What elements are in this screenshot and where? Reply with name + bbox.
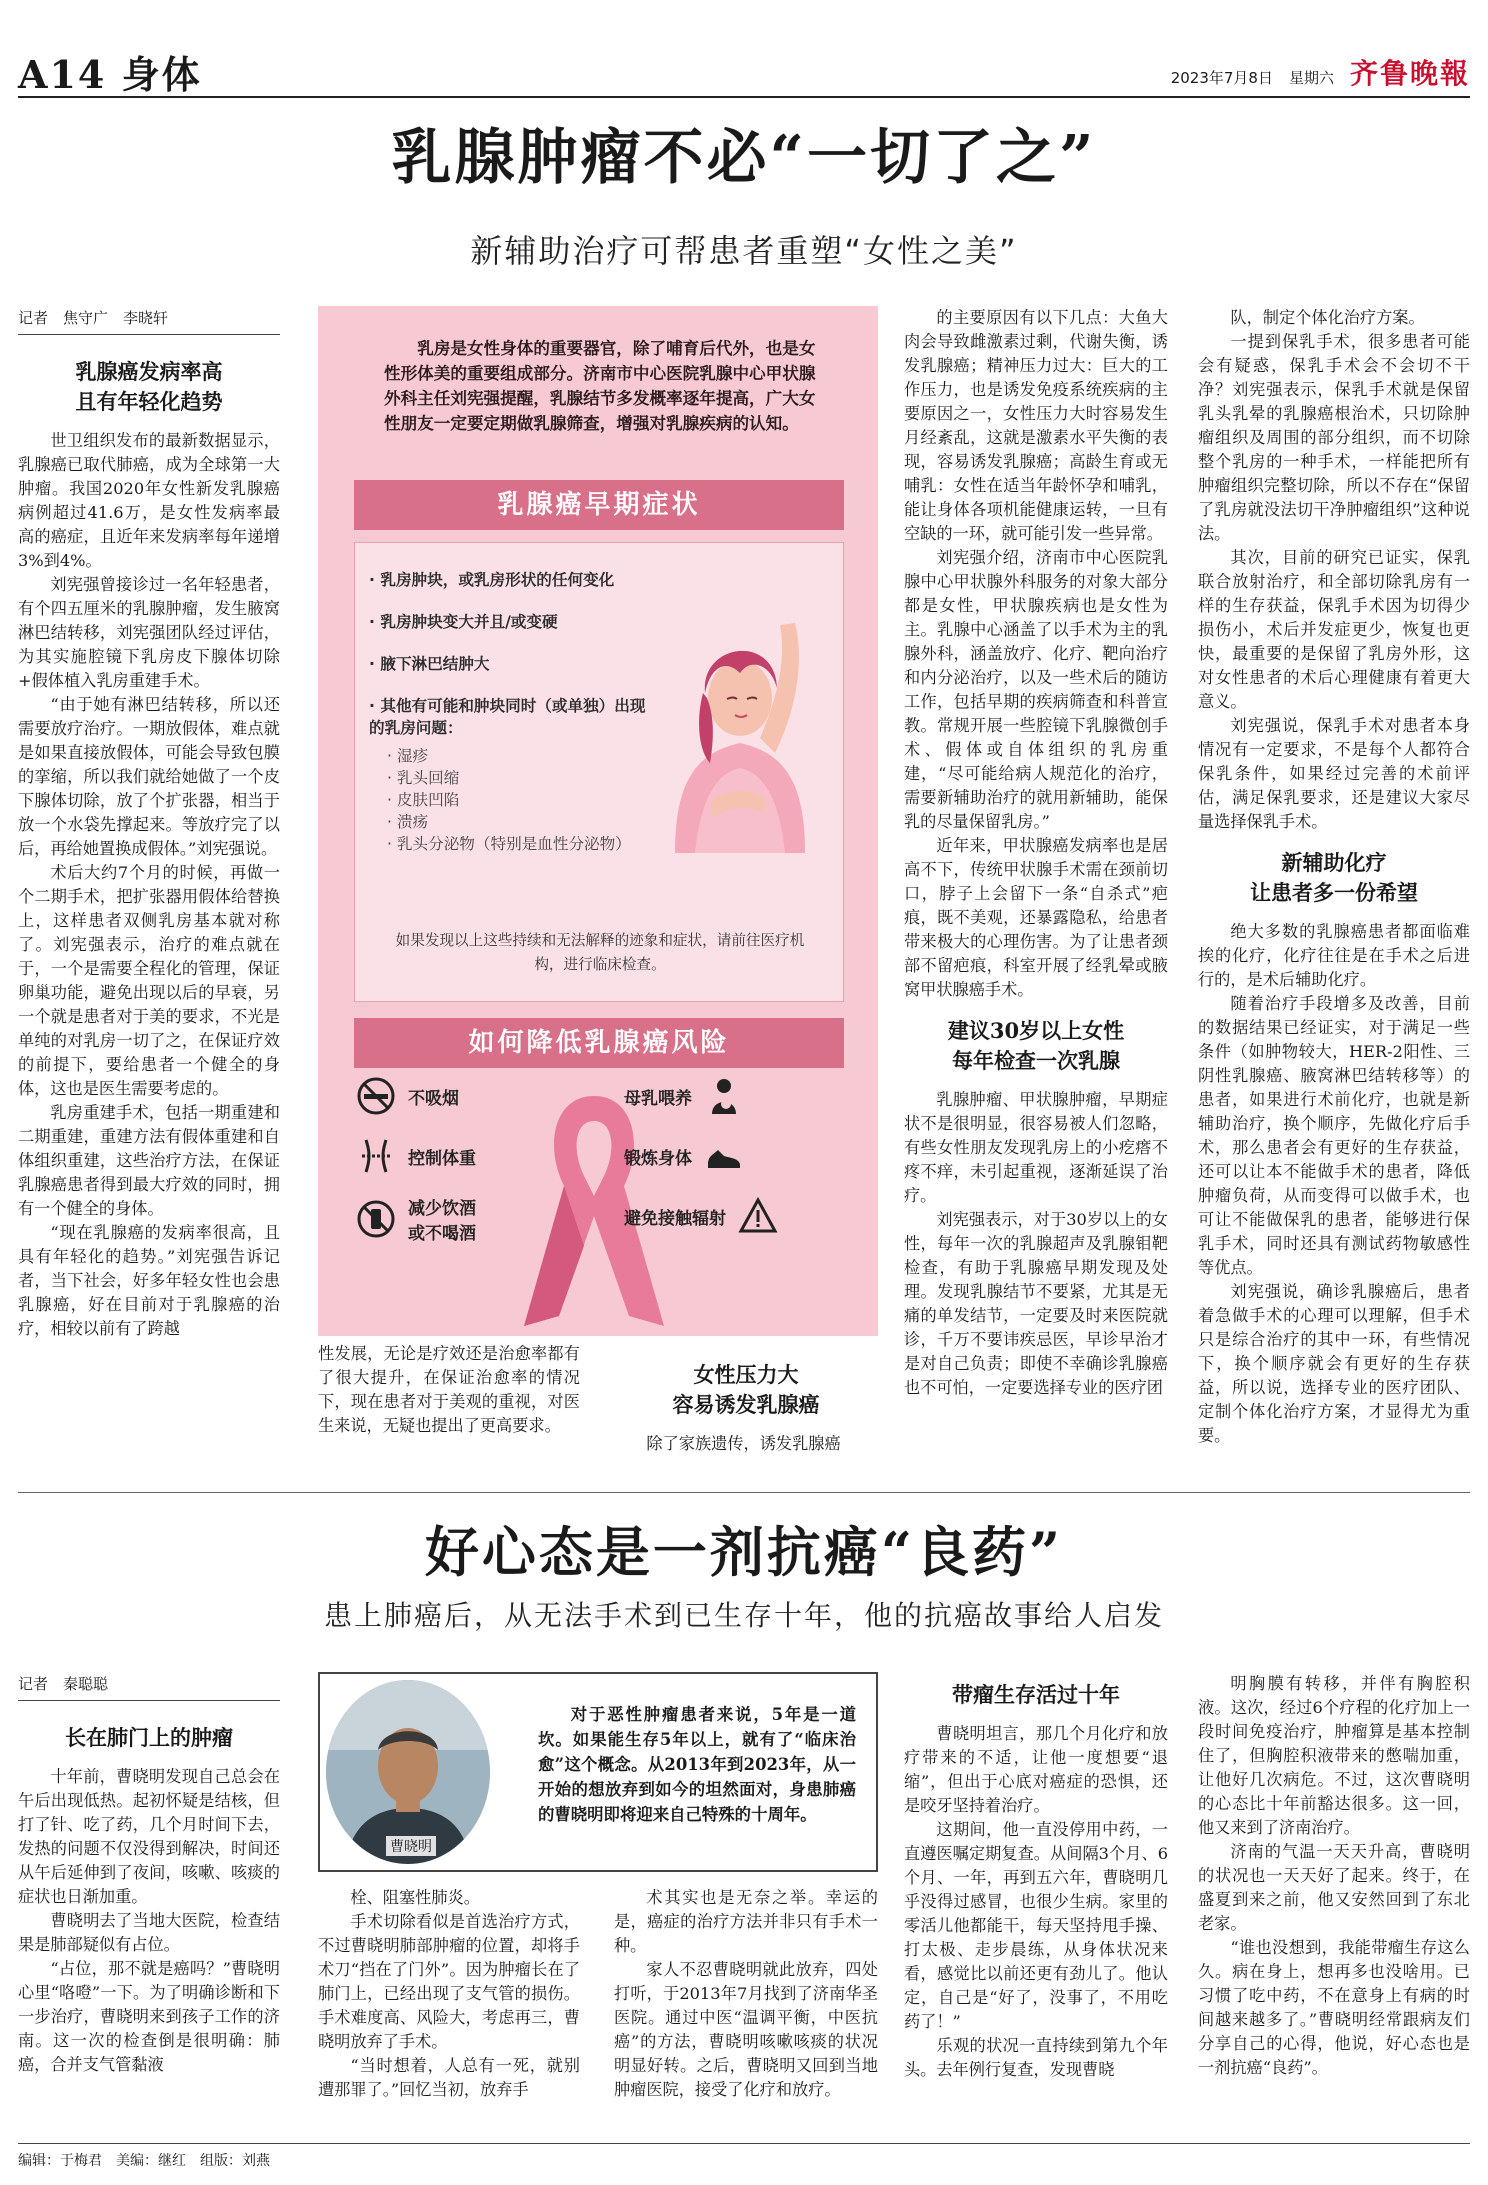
story2-column-1 <box>18 1672 280 2077</box>
clinic-warning-note: 如果发现以上这些持续和无法解释的迹象和症状，请前往医疗机构，进行临床检查。 <box>395 932 805 973</box>
sub-symptom: · 湿疹 <box>387 745 659 767</box>
masthead-info <box>1171 52 1470 92</box>
page-footer <box>18 2143 1470 2170</box>
paragraph: “现在乳腺癌的发病率很高，且具有年轻化的趋势。”刘宪强告诉记者，当下社会，好多年轻女性也会患乳腺癌，好在目前对于乳腺癌的治疗，相较以前有了跨越 <box>18 1223 280 1338</box>
paragraph: 其次，目前的研究已证实，保乳联合放射治疗，和全部切除乳房有一样的生存获益，保乳手术因为切得少损伤小，术后并发症更少，恢复也更快，最重要的是保留了乳房外形，这对女性患者的术后心理健康有着更大意义。 <box>1198 548 1470 711</box>
portrait-caption: 曹晓明 <box>386 1836 436 1856</box>
editor-credit: 编辑：于梅君 <box>18 2153 102 2169</box>
paragraph: 绝大多数的乳腺癌患者都面临难挨的化疗，化疗往往是在手术之后进行的，是术后辅助化疗。 <box>1198 922 1470 989</box>
risk-label: 控制体重 <box>408 1148 476 1169</box>
paragraph: 近年来，甲状腺癌发病率也是居高不下，传统甲状腺手术需在颈前切口，脖子上会留下一条“自杀式”疤痕，既不美观，还暴露隐私，给患者带来极大的心理伤害。为了让患者颈部不留疤痕，科室开展了经乳晕或腋窝甲状腺癌手术。 <box>904 836 1168 999</box>
risk-reduction-panel <box>354 1066 844 1316</box>
no-alcohol-icon <box>354 1197 398 1241</box>
masthead <box>18 40 1470 98</box>
paragraph: 这期间，他一直没停用中药，一直遵医嘱定期复查。从间隔3个月、6个月、一年，再到五六年，曹晓明几乎没得过感冒，也很少生病。家里的零活儿他都能干，每天坚持甩手操、打太极、走步晨练，从身体状况来看，感觉比以前还更有劲儿了。他认定，自己是“好了，没事了，不用吃药了！” <box>904 1820 1168 2031</box>
story1-subheadline: 新辅助治疗可帮患者重塑“女性之美” <box>470 232 1018 270</box>
sub-symptoms-list <box>369 745 659 855</box>
story1-column-1 <box>18 306 280 1341</box>
risk-weight <box>354 1134 476 1178</box>
risk-breastfeed <box>624 1074 746 1118</box>
story2-column-2 <box>318 1886 580 2102</box>
paragraph: 乳房重建手术，包括一期重建和二期重建，重建方法有假体重建和自体组织重建，这些治疗方法，在保证乳腺癌患者得到最大疗效的同时，拥有一个健全的身体。 <box>18 1103 280 1218</box>
story1-column-3 <box>614 1342 878 1456</box>
patient-feature-box <box>318 1672 878 1872</box>
story1-subhead-stress: 女性压力大 容易诱发乳腺癌 <box>672 1362 820 1417</box>
paragraph: 一提到保乳手术，很多患者可能会有疑惑，保乳手术会不会切不干净？刘宪强表示，保乳手术就是保留乳头乳晕的乳腺癌根治术，只切除肿瘤组织及周围的部分组织，而不切除整个乳房的一种手术，一样能把所有肿瘤组织完整切除，所以不存在“保留了乳房就没法切干净肿瘤组织”这种说法。 <box>1198 332 1470 543</box>
paragraph: 的主要原因有以下几点：大鱼大肉会导致雌激素过剩，代谢失衡，诱发乳腺癌；精神压力过大：巨大的工作压力，也是诱发免疫系统疾病的主要原因之一，女性压力大时容易发生月经紊乱，这就是激素水平失衡的表现，容易诱发乳腺癌；高龄生育或无哺乳：女性在适当年龄怀孕和哺乳，能让身体各项机能健康运转，一旦有空缺的一环，就可能引发一些异常。 <box>904 308 1168 543</box>
paragraph: 随着治疗手段增多及改善，目前的数据结果已经证实，对于满足一些条件（如肿物较大，HER-2阳性、三阴性乳腺癌、腋窝淋巴结转移等）的患者，如果进行术前化疗，也就是新辅助治疗，换个顺序，先做化疗后手术，那么患者会有更好的生存获益，还可以让本不能做手术的患者，降低肿瘤负荷，从而变得可以做手术，也可让不能做保乳的患者，能够进行保乳手术，同时还具有测试药物敏感性等优点。 <box>1198 994 1470 1277</box>
story1-subhead-checkup: 建议30岁以上女性 每年检查一次乳腺 <box>947 1018 1125 1073</box>
paragraph: 乳腺肿瘤、甲状腺肿瘤，早期症状不是很明显，很容易被人们忽略，有些女性朋友发现乳房上的小疙瘩不疼不痒，未引起重视，逐渐延误了治疗。 <box>904 1090 1168 1205</box>
risk-title: 如何降低乳腺癌风险 <box>354 1018 844 1068</box>
story1-column-5 <box>1198 306 1470 1448</box>
story2-subhead-survival: 带瘤生存活过十年 <box>952 1682 1120 1707</box>
paragraph: “占位，那不就是癌吗？”曹晓明心里“咯噔”一下。为了明确诊断和下一步治疗，曹晓明来到孩子工作的济南。这一次的检查倒是很明确：肺癌，合并支气管黏液 <box>18 1959 280 2074</box>
warning-triangle-icon <box>736 1194 780 1238</box>
risk-label: 不吸烟 <box>408 1088 459 1109</box>
risk-label: 锻炼身体 <box>624 1148 692 1169</box>
story1-column-4 <box>904 306 1168 1400</box>
paragraph: 十年前，曹晓明发现自己总会在午后出现低热。起初怀疑是结核，但打了针、吃了药，几个月时间下去，发热的问题不仅没得到解决，时间还从午后延伸到了夜间，咳嗽、咳痰的症状也日渐加重。 <box>18 1767 280 1906</box>
sneaker-icon <box>702 1134 746 1178</box>
infographic-intro: 乳房是女性身体的重要器官，除了哺育后代外，也是女性形体美的重要组成部分。济南市中心医院乳腺中心甲状腺外科主任刘宪强提醒，乳腺结节多发概率逐年提高，广大女性朋友一定要定期做乳腺筛查，增强对乳腺疾病的认知。 <box>384 338 816 433</box>
risk-exercise <box>624 1134 746 1178</box>
paragraph: 刘宪强介绍，济南市中心医院乳腺中心甲状腺外科服务的对象大部分都是女性，甲状腺疾病也是女性为主。乳腺中心涵盖了以手术为主的乳腺外科，涵盖放疗、化疗、靶向治疗和内分泌治疗，以及一些术后的随访工作，包括早期的疾病筛查和科普宣教。常规开展一些腔镜下乳腺微创手术、假体或自体组织的乳房重建，“尽可能给病人规范化的治疗，需要新辅助治疗的就用新辅助，能保乳的尽量保留乳房。” <box>904 548 1168 831</box>
paragraph: “谁也没想到，我能带瘤生存这么久。病在身上，想再多也没啥用。已习惯了吃中药，不在意身上有病的时间越来越多了。”曹晓明经常跟病友们分享自己的心得，他说，好心态也是一剂抗癌“良药”。 <box>1198 1938 1470 2077</box>
risk-label: 减少饮酒 或不喝酒 <box>408 1199 476 1244</box>
art-credit: 美编：继红 <box>116 2153 186 2169</box>
sub-symptom: · 乳头分泌物（特别是血性分泌物） <box>387 833 659 855</box>
paragraph: 性发展，无论是疗效还是治愈率都有了很大提升，在保证治愈率的情况下，现在患者对于美观的重视，对医生来说，无疑也提出了更高要求。 <box>318 1344 580 1435</box>
story1-subhead-neoadjuvant: 新辅助化疗 让患者多一份希望 <box>1250 850 1418 905</box>
no-smoking-icon <box>354 1074 398 1118</box>
story2-subheadline: 患上肺癌后，从无法手术到已生存十年，他的抗癌故事给人启发 <box>323 1599 1164 1632</box>
symptoms-list <box>369 569 659 855</box>
story1-byline: 记者 焦守广 李晓轩 <box>18 306 280 335</box>
story2-headline: 好心态是一剂抗癌“良药” <box>424 1520 1064 1584</box>
paragraph: 济南的气温一天天升高，曹晓明的状况也一天天好了起来。终于，在盛夏到来之前，他又安然回到了东北老家。 <box>1198 1842 1470 1933</box>
paragraph: 手术切除看似是首选治疗方式，不过曹晓明肺部肿瘤的位置，却将手术刀“挡在了门外”。因为肿瘤长在了肺门上，已经出现了支气管的损伤。手术难度高、风险大，考虑再三，曹晓明放弃了手术。 <box>318 1912 580 2051</box>
risk-label: 避免接触辐射 <box>624 1208 726 1229</box>
paragraph: 曹晓明坦言，那几个月化疗和放疗带来的不适，让他一度想要“退缩”，但出于心底对癌症的恐惧，还是咬牙坚持着治疗。 <box>904 1724 1168 1815</box>
risk-label: 母乳喂养 <box>624 1088 692 1109</box>
story1-column-2 <box>318 1342 580 1438</box>
story2-column-5 <box>1198 1672 1470 2080</box>
symptom-item: · 乳房肿块，或乳房形状的任何变化 <box>369 569 659 591</box>
symptoms-panel <box>354 542 844 1002</box>
layout-credit: 组版：刘燕 <box>200 2153 270 2169</box>
paragraph: 术后大约7个月的时候，再做一个二期手术，把扩张器用假体给替换上，这样患者双侧乳房基本就对称了。刘宪强表示，治疗的难点就在于，一个是需要全程化的管理，保证卵巢功能，避免出现以后的早衰，另一个就是患者对于美的要求，不光是单纯的对乳房一切了之，在保证疗效的前提下，要给患者一个健全的身体，这也是医生需要考虑的。 <box>18 863 280 1098</box>
waist-measure-icon <box>354 1134 398 1178</box>
story1-headline: 乳腺肿瘤不必“一切了之” <box>391 123 1097 193</box>
paragraph: 曹晓明去了当地大医院，检查结果是肺部疑似有占位。 <box>18 1911 280 1954</box>
paragraph: 术其实也是无奈之举。幸运的是，癌症的治疗方法并非只有手术一种。 <box>614 1888 878 1955</box>
paragraph: 刘宪强曾接诊过一名年轻患者，有个四五厘米的乳腺肿瘤，发生腋窝淋巴结转移，刘宪强团队经过评估，为其实施腔镜下乳房皮下腺体切除+假体植入乳房重建手术。 <box>18 575 280 690</box>
breast-cancer-infographic <box>318 306 878 1336</box>
story2-column-3 <box>614 1886 878 2102</box>
paragraph: 家人不忍曹晓明就此放弃，四处打听，于2013年7月找到了济南华圣医院。通过中医“温调平衡，中医抗癌”的方法，曹晓明咳嗽咳痰的状况明显好转。之后，曹晓明又回到当地肿瘤医院，接受了化疗和放疗。 <box>614 1960 878 2099</box>
page-number: A14 身体 <box>18 52 202 97</box>
paragraph: 队，制定个体化治疗方案。 <box>1230 308 1425 327</box>
story2-column-4 <box>904 1672 1168 2082</box>
paragraph: 明胸膜有转移，并伴有胸腔积液。这次，经过6个疗程的化疗加上一段时间免疫治疗，肿瘤算是基本控制住了，但胸腔积液带来的憋喘加重，让他好几次病危。不过，这次曹晓明的心态比十年前豁达很多。这一回，他又来到了济南治疗。 <box>1198 1674 1470 1837</box>
risk-alcohol <box>354 1194 476 1244</box>
paragraph: “由于她有淋巴结转移，所以还需要放疗治疗。一期放假体，难点就是如果直接放假体，可能会导致包膜的挛缩，所以我们就给她做了一个皮下腺体切除，放了个扩张器，相当于放一个水袋先撑起来。等放疗完了以后，再给她置换成假体。”刘宪强说。 <box>18 695 280 858</box>
paper-logo: 齐鲁晚報 <box>1349 57 1470 90</box>
symptoms-title: 乳腺癌早期症状 <box>354 480 844 530</box>
paragraph: 刘宪强说，确诊乳腺癌后，患者着急做手术的心理可以理解，但手术只是综合治疗的其中一环，有些情况下，换个顺序就会有更好的生存获益，所以说，选择专业的医疗团队、定制个体化治疗方案，才显得尤为重要。 <box>1198 1282 1470 1445</box>
issue-date: 2023年7月8日 <box>1170 69 1273 87</box>
paragraph: “当时想着，人总有一死，就别遭那罪了。”回忆当初，放弃手 <box>318 2056 580 2099</box>
symptom-item: · 其他有可能和肿块同时（或单独）出现的乳房问题： <box>369 695 659 739</box>
paragraph: 刘宪强表示，对于30岁以上的女性，每年一次的乳腺超声及乳腺钼靶检查，有助于乳腺癌早期发现及处理。发现乳腺结节不要紧，尤其是无痛的单发结节，一定要及时来医院就诊，千万不要讳疾忌医，早诊早治才是对自己负责；即使不幸确诊乳腺癌也不可怕，一定要选择专业的医疗团 <box>904 1210 1168 1397</box>
story2-byline: 记者 秦聪聪 <box>18 1672 280 1701</box>
section-divider <box>18 1492 1470 1493</box>
paragraph: 刘宪强说，保乳手术对患者本身情况有一定要求，不是每个人都符合保乳条件，如果经过完善的术前评估，满足保乳要求，还是建议大家尽量选择保乳手术。 <box>1198 716 1470 831</box>
weekday: 星期六 <box>1288 69 1334 87</box>
paragraph: 世卫组织发布的最新数据显示，乳腺癌已取代肺癌，成为全球第一大肿瘤。我国2020年女性新发乳腺癌病例超过41.6万，是女性发病率最高的癌症，且近年来发病率每年递增3%到4%。 <box>18 431 280 570</box>
story2-subhead-hilum: 长在肺门上的肿瘤 <box>65 1725 233 1750</box>
symptom-item: · 乳房肿块变大并且/或变硬 <box>369 611 659 633</box>
sub-symptom: · 溃疡 <box>387 811 659 833</box>
risk-no-smoking <box>354 1074 459 1118</box>
sub-symptom: · 乳头回缩 <box>387 767 659 789</box>
feature-lead: 对于恶性肿瘤患者来说，5年是一道坎。如果能生存5年以上，就有了“临床治愈”这个概念。从2013年到2023年，从一开始的想放弃到如今的坦然面对，身患肺癌的曹晓明即将迎来自己特殊的十周年。 <box>538 1705 856 1824</box>
risk-radiation <box>624 1194 780 1238</box>
paragraph: 除了家族遗传，诱发乳腺癌 <box>646 1434 841 1453</box>
sub-symptom: · 皮肤凹陷 <box>387 789 659 811</box>
symptom-item: · 腋下淋巴结肿大 <box>369 653 659 675</box>
self-exam-woman-illustration <box>655 603 825 853</box>
paragraph: 乐观的状况一直持续到第九个年头。去年例行复查，发现曹晓 <box>904 2036 1168 2079</box>
paragraph: 栓、阻塞性肺炎。 <box>350 1888 480 1907</box>
breastfeeding-icon <box>702 1074 746 1118</box>
story1-subhead-trend: 乳腺癌发病率高 且有年轻化趋势 <box>75 359 223 414</box>
